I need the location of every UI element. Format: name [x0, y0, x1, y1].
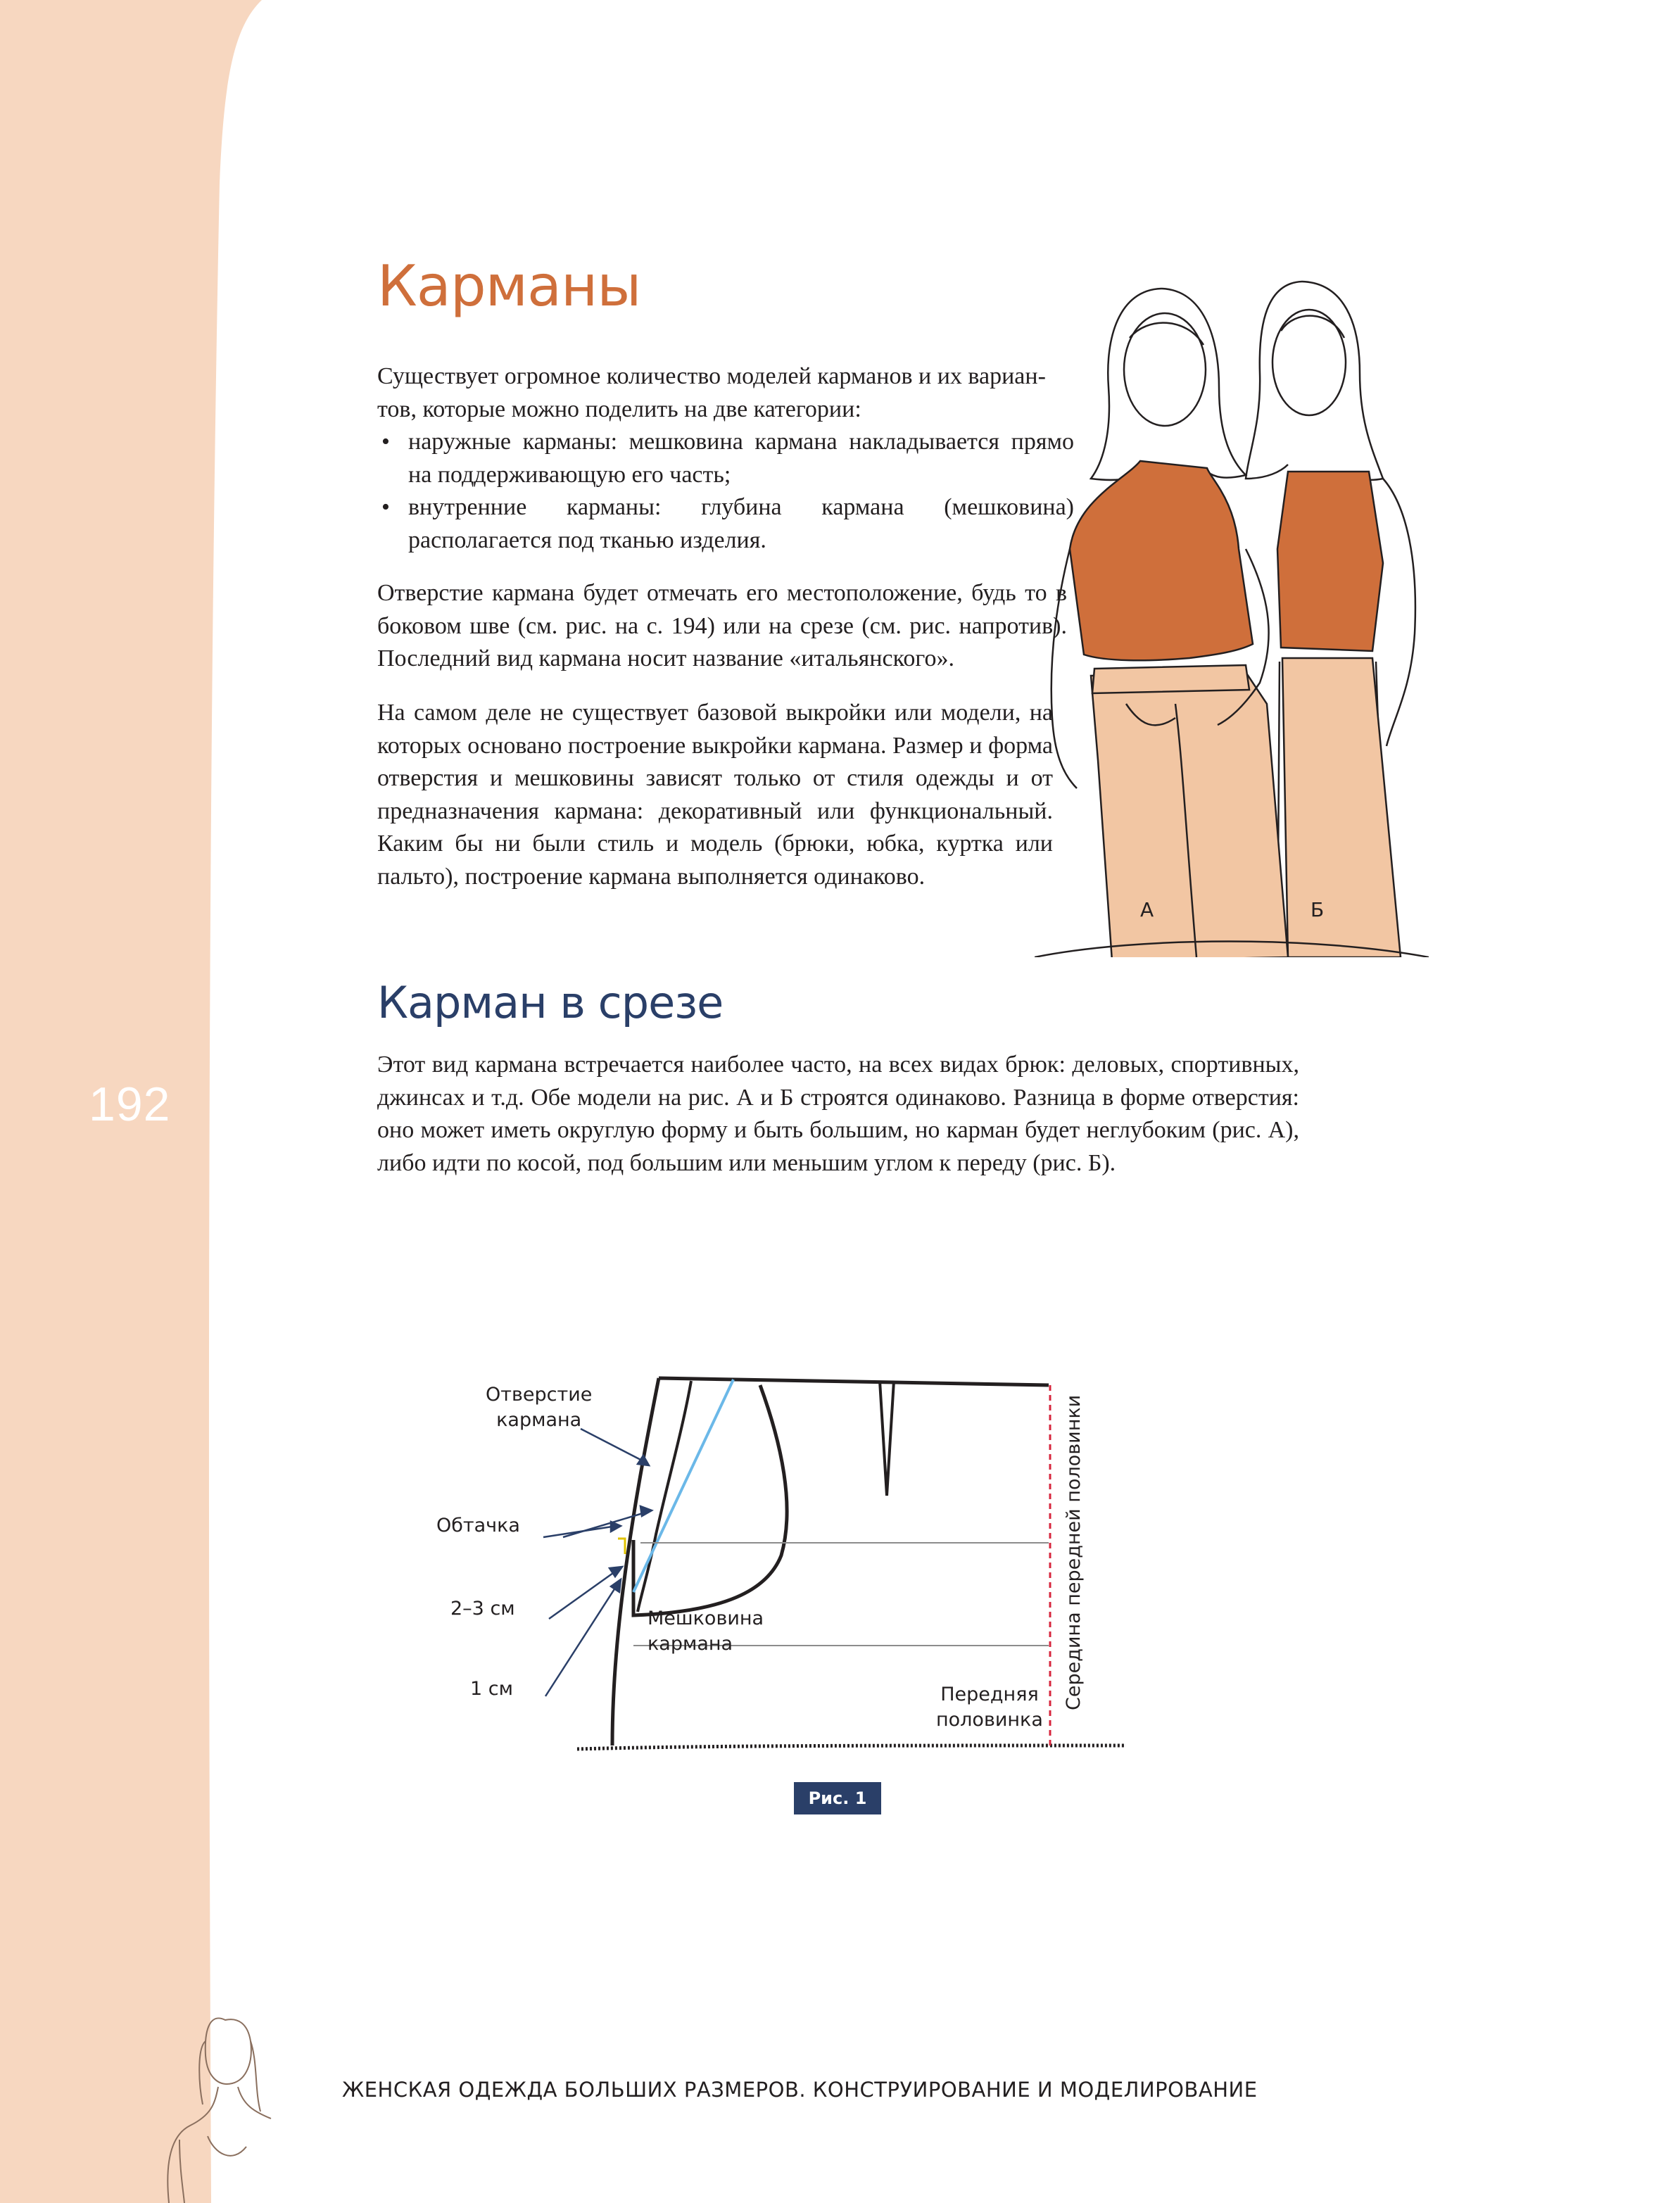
pocket-bag-outline	[633, 1385, 787, 1615]
running-footer: ЖЕНСКАЯ ОДЕЖДА БОЛЬШИХ РАЗМЕРОВ. КОНСТРУИРОВАНИЕ И МОДЕЛИРОВАНИЕ	[342, 2078, 1258, 2102]
subsection-title: Карман в срезе	[377, 977, 724, 1028]
label-2-3cm: 2–3 см	[450, 1598, 515, 1620]
figure-label-a: А	[1140, 898, 1154, 921]
paragraph: Отверстие кармана будет отмечать его местоположение, будь то в боковом шве (см. рис. на с. 194) или на срезе (см. рис. напротив). Последний вид кармана носит название «итальянского».	[377, 580, 1067, 671]
bullet-item: • внутренние карманы: глубина кармана (мешковина) располагается под тканью изделия.	[377, 491, 1074, 557]
intro-line: Существует огромное количество моделей карманов и их вариан-	[377, 363, 1046, 389]
page-number: 192	[89, 1078, 171, 1131]
label-front-half: Передняя половинка	[936, 1684, 1043, 1731]
figure-label-b: Б	[1310, 898, 1325, 921]
pocket-opening-line	[638, 1381, 691, 1612]
ground-line	[577, 1746, 1126, 1749]
dart	[880, 1381, 894, 1496]
label-facing: Обтачка	[436, 1515, 520, 1536]
section-title: Карманы	[377, 253, 641, 319]
pocket-facing-blue-line	[633, 1380, 733, 1592]
paragraph: На самом деле не существует базовой выкройки или модели, на которых основано построение выкройки кармана. Размер и форма отверстия и мешковины зависят только от стиля одежды и от предназначения кармана: декоративный или функциональный. Каким бы ни были стиль и модель (брюки, юбка, куртка или пальто), построение кармана выполняется одинаково.	[377, 700, 1053, 890]
figure-badge: Рис. 1	[794, 1782, 881, 1814]
label-opening: Отверстие кармана	[486, 1384, 593, 1431]
bullet-item: • наружные карманы: мешковина кармана накладывается прямо на поддерживающую его часть;	[377, 426, 1074, 491]
two-women-illustration	[1035, 267, 1429, 957]
paragraph: Этот вид кармана встречается наиболее часто, на всех видах брюк: деловых, спортивных, джинсах и т.д. Обе модели на рис. А и Б строятся одинаково. Разница в форме отверстия: оно может иметь округлую форму и быть большим, но карман будет неглубоким (рис. А), либо идти по косой, под большим или меньшим углом к переду (рис. Б).	[377, 1052, 1299, 1176]
intro-line: тов, которые можно поделить на две категории:	[377, 396, 861, 422]
label-1cm: 1 см	[470, 1678, 513, 1700]
label-pocket-bag: Мешковина кармана	[648, 1608, 764, 1655]
intro-block	[377, 360, 1074, 557]
